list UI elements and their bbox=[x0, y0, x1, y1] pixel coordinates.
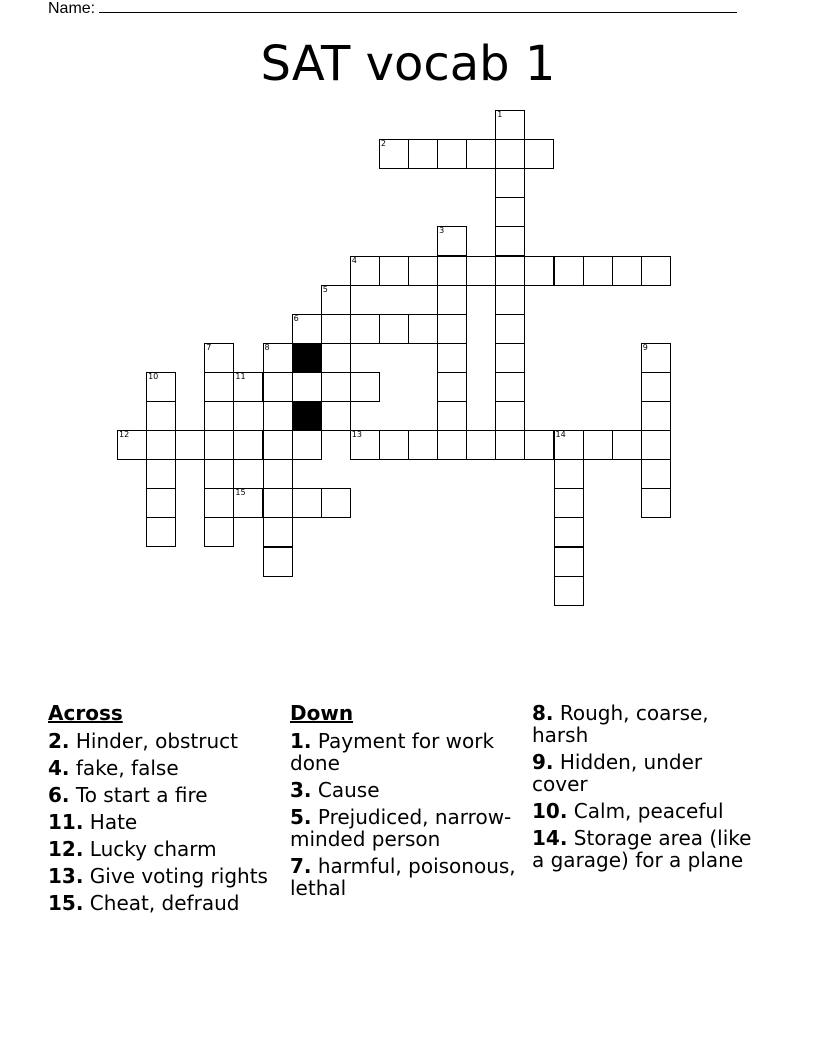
clue-number: 10 bbox=[148, 371, 159, 381]
grid-cell[interactable] bbox=[146, 488, 176, 518]
down-clues bbox=[290, 702, 522, 904]
clue-number: 6 bbox=[293, 313, 299, 323]
clue-item bbox=[48, 730, 280, 752]
clue-number-label: 5. bbox=[290, 805, 312, 829]
clue-number: 11 bbox=[235, 371, 246, 381]
clue-item bbox=[48, 784, 280, 806]
grid-cell[interactable] bbox=[641, 372, 671, 402]
grid-cell[interactable] bbox=[495, 168, 525, 198]
clue-number: 13 bbox=[351, 430, 362, 440]
grid-cell[interactable] bbox=[204, 488, 234, 518]
grid-cell[interactable] bbox=[437, 139, 467, 169]
clue-text: Give voting rights bbox=[89, 864, 268, 888]
grid-cell[interactable] bbox=[292, 372, 322, 402]
clue-item bbox=[48, 892, 280, 914]
grid-cell[interactable] bbox=[263, 517, 293, 547]
clue-text: Storage area (like a garage) for a plane bbox=[532, 826, 752, 872]
black-cell bbox=[292, 401, 322, 431]
grid-cell[interactable] bbox=[350, 256, 380, 286]
clue-number: 14 bbox=[555, 430, 566, 440]
grid-cell[interactable] bbox=[466, 139, 496, 169]
grid-cell[interactable] bbox=[495, 285, 525, 315]
grid-cell[interactable] bbox=[204, 430, 234, 460]
clue-number: 8 bbox=[264, 342, 270, 352]
grid-cell[interactable] bbox=[437, 226, 467, 256]
grid-cell[interactable] bbox=[583, 430, 613, 460]
grid-cell[interactable] bbox=[495, 139, 525, 169]
across-clue-list bbox=[48, 730, 280, 914]
grid-cell[interactable] bbox=[612, 430, 642, 460]
grid-cell[interactable] bbox=[263, 343, 293, 373]
grid-cell[interactable] bbox=[292, 430, 322, 460]
grid-cell[interactable] bbox=[117, 430, 147, 460]
clue-number-label: 1. bbox=[290, 729, 312, 753]
clue-number-label: 13. bbox=[48, 864, 84, 888]
across-heading: Across bbox=[48, 701, 123, 725]
down-clue-list-continued bbox=[532, 702, 764, 871]
grid-cell[interactable] bbox=[204, 517, 234, 547]
clue-text: Payment for work done bbox=[290, 729, 495, 775]
grid-cell[interactable] bbox=[408, 256, 438, 286]
grid-cell[interactable] bbox=[437, 343, 467, 373]
clue-number: 9 bbox=[642, 342, 648, 352]
grid-cell[interactable] bbox=[554, 517, 584, 547]
clue-text: fake, false bbox=[75, 756, 179, 780]
grid-cell[interactable] bbox=[495, 314, 525, 344]
clue-text: Hate bbox=[89, 810, 138, 834]
down-heading: Down bbox=[290, 701, 354, 725]
clue-text: Lucky charm bbox=[89, 837, 217, 861]
grid-cell[interactable] bbox=[233, 488, 263, 518]
grid-cell[interactable] bbox=[146, 517, 176, 547]
grid-cell[interactable] bbox=[437, 430, 467, 460]
grid-cell[interactable] bbox=[379, 314, 409, 344]
clue-number: 4 bbox=[351, 255, 357, 265]
grid-cell[interactable] bbox=[321, 401, 351, 431]
clue-text: harmful, poisonous, lethal bbox=[290, 854, 516, 900]
grid-cell[interactable] bbox=[495, 197, 525, 227]
clue-item bbox=[532, 751, 764, 795]
clue-number-label: 9. bbox=[532, 750, 554, 774]
grid-cell[interactable] bbox=[292, 488, 322, 518]
grid-cell[interactable] bbox=[641, 430, 671, 460]
grid-cell[interactable] bbox=[437, 401, 467, 431]
clue-text: Cause bbox=[317, 778, 380, 802]
grid-cell[interactable] bbox=[204, 372, 234, 402]
grid-cell[interactable] bbox=[495, 256, 525, 286]
grid-cell[interactable] bbox=[524, 256, 554, 286]
clue-number-label: 3. bbox=[290, 778, 312, 802]
clue-number: 12 bbox=[119, 430, 130, 440]
grid-cell[interactable] bbox=[263, 372, 293, 402]
clue-number: 15 bbox=[235, 488, 246, 498]
grid-cell[interactable] bbox=[524, 139, 554, 169]
grid-cell[interactable] bbox=[263, 547, 293, 577]
clue-item bbox=[290, 806, 522, 850]
clue-text: Rough, coarse, harsh bbox=[532, 701, 709, 747]
grid-cell[interactable] bbox=[495, 343, 525, 373]
grid-cell[interactable] bbox=[437, 285, 467, 315]
grid-cell[interactable] bbox=[495, 226, 525, 256]
grid-cell[interactable] bbox=[495, 110, 525, 140]
grid-cell[interactable] bbox=[408, 430, 438, 460]
grid-cell[interactable] bbox=[350, 430, 380, 460]
grid-cell[interactable] bbox=[321, 488, 351, 518]
clue-number-label: 6. bbox=[48, 783, 70, 807]
grid-cell[interactable] bbox=[321, 372, 351, 402]
clue-number-label: 2. bbox=[48, 729, 70, 753]
grid-cell[interactable] bbox=[263, 488, 293, 518]
clue-item bbox=[48, 757, 280, 779]
grid-cell[interactable] bbox=[466, 256, 496, 286]
grid-cell[interactable] bbox=[350, 372, 380, 402]
clue-number: 5 bbox=[322, 284, 328, 294]
black-cell bbox=[292, 343, 322, 373]
clue-number-label: 12. bbox=[48, 837, 84, 861]
grid-cell[interactable] bbox=[554, 488, 584, 518]
grid-cell[interactable] bbox=[466, 430, 496, 460]
grid-cell[interactable] bbox=[263, 459, 293, 489]
grid-cell[interactable] bbox=[379, 256, 409, 286]
grid-cell[interactable] bbox=[263, 430, 293, 460]
grid-cell[interactable] bbox=[233, 372, 263, 402]
grid-cell[interactable] bbox=[554, 547, 584, 577]
grid-cell[interactable] bbox=[641, 488, 671, 518]
grid-cell[interactable] bbox=[408, 314, 438, 344]
grid-cell[interactable] bbox=[495, 401, 525, 431]
grid-cell[interactable] bbox=[146, 459, 176, 489]
clue-text: Prejudiced, narrow-minded person bbox=[290, 805, 512, 851]
clue-text: Hidden, under cover bbox=[532, 750, 703, 796]
grid-cell[interactable] bbox=[321, 285, 351, 315]
clue-number-label: 7. bbox=[290, 854, 312, 878]
grid-cell[interactable] bbox=[641, 459, 671, 489]
clue-item bbox=[290, 855, 522, 899]
clue-number-label: 11. bbox=[48, 810, 84, 834]
grid-cell[interactable] bbox=[641, 343, 671, 373]
clue-item bbox=[532, 827, 764, 871]
grid-cell[interactable] bbox=[554, 576, 584, 606]
grid-cell[interactable] bbox=[379, 139, 409, 169]
grid-cell[interactable] bbox=[554, 459, 584, 489]
grid-cell[interactable] bbox=[437, 372, 467, 402]
puzzle-title: SAT vocab 1 bbox=[260, 36, 556, 92]
grid-cell[interactable] bbox=[495, 430, 525, 460]
clue-item bbox=[532, 800, 764, 822]
grid-cell[interactable] bbox=[437, 314, 467, 344]
clue-item bbox=[290, 730, 522, 774]
grid-cell[interactable] bbox=[408, 139, 438, 169]
grid-cell[interactable] bbox=[379, 430, 409, 460]
down-clue-list bbox=[290, 730, 522, 899]
grid-cell[interactable] bbox=[350, 314, 380, 344]
clue-number-label: 8. bbox=[532, 701, 554, 725]
clue-number-label: 10. bbox=[532, 799, 568, 823]
grid-cell[interactable] bbox=[554, 256, 584, 286]
clue-number-label: 14. bbox=[532, 826, 568, 850]
grid-cell[interactable] bbox=[321, 343, 351, 373]
grid-cell[interactable] bbox=[204, 343, 234, 373]
grid-cell[interactable] bbox=[495, 372, 525, 402]
grid-cell[interactable] bbox=[524, 430, 554, 460]
grid-cell[interactable] bbox=[292, 314, 322, 344]
grid-cell[interactable] bbox=[612, 256, 642, 286]
grid-cell[interactable] bbox=[263, 401, 293, 431]
name-label: Name: bbox=[48, 0, 96, 17]
clue-number: 1 bbox=[497, 110, 503, 119]
grid-cell[interactable] bbox=[437, 256, 467, 286]
grid-cell[interactable] bbox=[204, 401, 234, 431]
grid-cell[interactable] bbox=[554, 430, 584, 460]
clue-item bbox=[532, 702, 764, 746]
grid-cell[interactable] bbox=[146, 430, 176, 460]
clue-item bbox=[48, 865, 280, 887]
clue-number: 3 bbox=[439, 226, 445, 236]
clue-number: 2 bbox=[380, 139, 386, 149]
grid-cell[interactable] bbox=[583, 256, 613, 286]
down-clues-continued bbox=[532, 702, 764, 876]
clue-text: Hinder, obstruct bbox=[75, 729, 239, 753]
grid-cell[interactable] bbox=[641, 401, 671, 431]
clue-item bbox=[48, 811, 280, 833]
grid-cell[interactable] bbox=[321, 314, 351, 344]
across-clues bbox=[48, 702, 280, 919]
clue-text: Calm, peaceful bbox=[573, 799, 724, 823]
clue-item bbox=[290, 779, 522, 801]
grid-cell[interactable] bbox=[204, 459, 234, 489]
clue-item bbox=[48, 838, 280, 860]
clue-text: Cheat, defraud bbox=[89, 891, 240, 915]
grid-cell[interactable] bbox=[641, 256, 671, 286]
grid-cell[interactable] bbox=[175, 430, 205, 460]
clue-number-label: 4. bbox=[48, 756, 70, 780]
grid-cell[interactable] bbox=[146, 401, 176, 431]
clue-text: To start a fire bbox=[75, 783, 208, 807]
clue-number-label: 15. bbox=[48, 891, 84, 915]
clue-number: 7 bbox=[206, 342, 212, 352]
grid-cell[interactable] bbox=[233, 430, 263, 460]
grid-cell[interactable] bbox=[146, 372, 176, 402]
